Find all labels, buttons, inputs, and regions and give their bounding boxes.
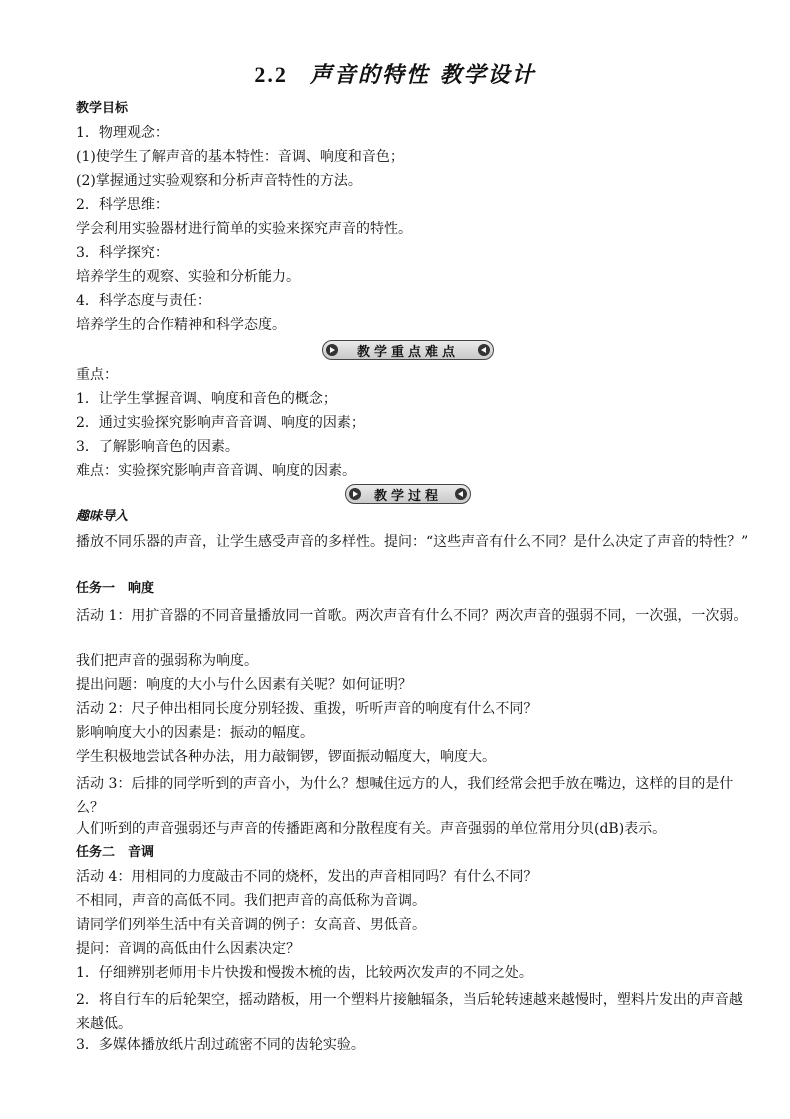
section-banner-key-points xyxy=(322,340,494,360)
numbered-item: 3．多媒体播放纸片刮过疏密不同的齿轮实验。 xyxy=(76,1037,365,1053)
banner-label: 教学过程 xyxy=(373,488,442,504)
goal-line: 3．科学探究： xyxy=(76,245,169,261)
goal-line: 4．科学态度与责任： xyxy=(76,293,211,309)
text-line: 人们听到的声音强弱还与声音的传播距离和分散程度有关。声音强弱的单位常用分贝(dB)表示。 xyxy=(76,821,667,837)
key-line: 1．让学生掌握音调、响度和音色的概念； xyxy=(76,391,337,407)
section-banner-process xyxy=(345,484,471,504)
title-number: 2.2 xyxy=(254,62,288,87)
intro-text: 播放不同乐器的声音，让学生感受声音的多样性。提问：“这些声音有什么不同？是什么决定了声音的特性？” xyxy=(76,534,749,550)
arrow-left-icon xyxy=(478,344,490,356)
text-line: 提问：音调的高低由什么因素决定？ xyxy=(76,941,300,957)
activity-2: 活动 2：尺子伸出相同长度分别轻拨、重拨，听听声音的响度有什么不同？ xyxy=(76,701,538,717)
key-line: 2．通过实验探究影响声音音调、响度的因素； xyxy=(76,415,365,431)
goal-line: 培养学生的观察、实验和分析能力。 xyxy=(76,269,300,285)
goals-heading: 教学目标 xyxy=(76,101,129,116)
activity-1: 活动 1：用扩音器的不同音量播放同一首歌。两次声音有什么不同？两次声音的强弱不同，一次强，一次弱。 xyxy=(76,608,748,624)
intro-heading: 趣味导入 xyxy=(76,509,129,524)
goal-line: 1．物理观念： xyxy=(76,125,169,141)
key-line: 重点： xyxy=(76,367,118,383)
task1-heading: 任务一 响度 xyxy=(76,581,155,596)
text-line: 学生积极地尝试各种办法，用力敲铜锣，锣面振动幅度大，响度大。 xyxy=(76,749,496,765)
intro-paragraph xyxy=(76,530,756,554)
page-title xyxy=(0,58,790,89)
text-line: 不相同，声音的高低不同。我们把声音的高低称为音调。 xyxy=(76,893,426,909)
text-line: 提出问题：响度的大小与什么因素有关呢？如何证明？ xyxy=(76,677,412,693)
text-line: 我们把声音的强弱称为响度。 xyxy=(76,653,258,669)
text-line: 请同学们列举生活中有关音调的例子：女高音、男低音。 xyxy=(76,917,426,933)
activity-4: 活动 4：用相同的力度敲击不同的烧杯，发出的声音相同吗？有什么不同？ xyxy=(76,869,538,885)
goal-line: (1)使学生了解声音的基本特性：音调、响度和音色； xyxy=(76,149,404,165)
arrow-right-icon xyxy=(349,488,361,500)
key-line: 难点：实验探究影响声音音调、响度的因素。 xyxy=(76,463,356,479)
text-line: 影响响度大小的因素是：振动的幅度。 xyxy=(76,725,314,741)
banner-label: 教学重点难点 xyxy=(356,344,459,360)
arrow-right-icon xyxy=(326,344,338,356)
task2-heading: 任务二 音调 xyxy=(76,845,155,860)
goal-line: 2．科学思维： xyxy=(76,197,169,213)
arrow-left-icon xyxy=(455,488,467,500)
numbered-item: 2．将自行车的后轮架空，摇动踏板，用一个塑料片接触辐条，当后轮转速越来越慢时，塑料片发出的声音越来越低。 xyxy=(76,992,743,1032)
goal-line: 学会利用实验器材进行简单的实验来探究声音的特性。 xyxy=(76,221,412,237)
title-text: 声音的特性 教学设计 xyxy=(309,62,536,88)
key-line: 3．了解影响音色的因素。 xyxy=(76,439,239,455)
goal-line: 培养学生的合作精神和科学态度。 xyxy=(76,317,286,333)
goal-line: (2)掌握通过实验观察和分析声音特性的方法。 xyxy=(76,173,362,189)
numbered-item: 1．仔细辨别老师用卡片快拨和慢拨木梳的齿，比较两次发声的不同之处。 xyxy=(76,965,533,981)
activity-3: 活动 3：后排的同学听到的声音小，为什么？想喊住远方的人，我们经常会把手放在嘴边，这样的目的是什么？ xyxy=(76,776,734,816)
